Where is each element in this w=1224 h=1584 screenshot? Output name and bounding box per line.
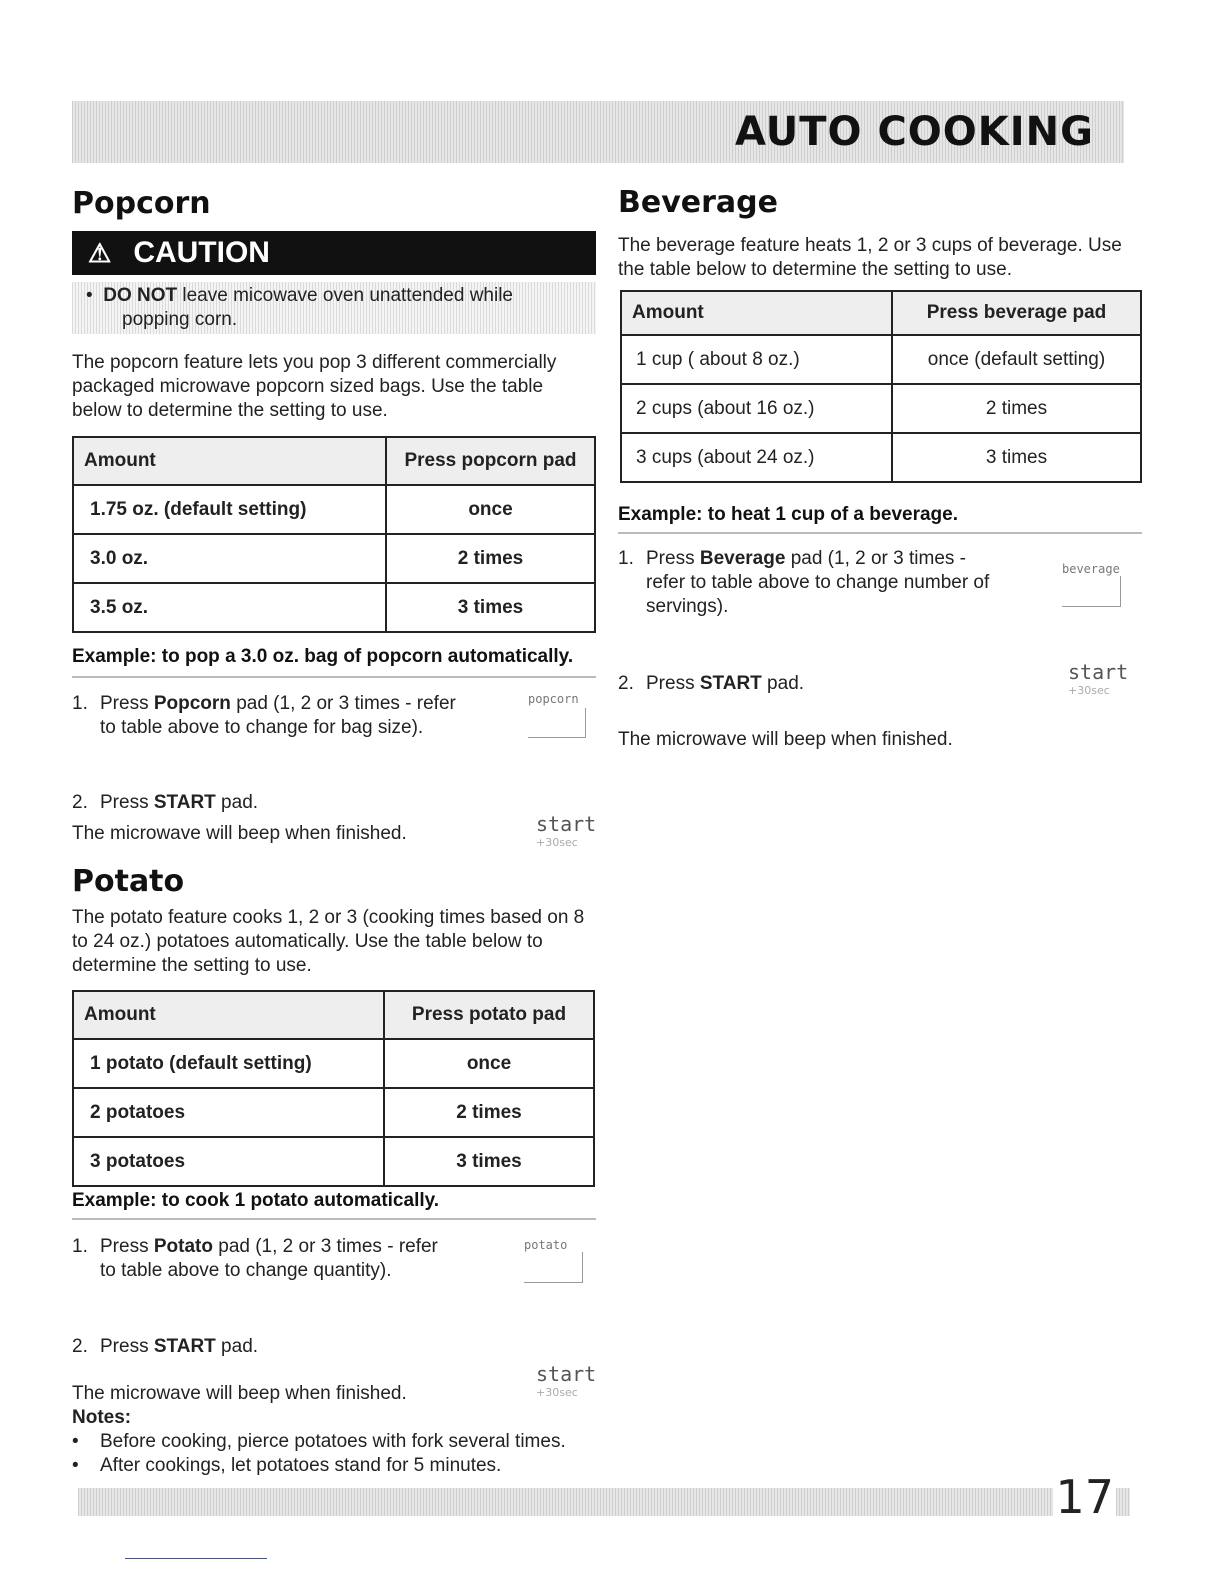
beverage-example-title: Example: to heat 1 cup of a beverage. [618,504,958,525]
potato-intro: The potato feature cooks 1, 2 or 3 (cooking times based on 8 to 24 oz.) potatoes automatically. Use the table below to determine the setting to use. [72,907,585,976]
caution-note: • DO NOT leave micowave oven unattended while popping corn. [72,282,596,334]
popcorn-finish: The microwave will beep when finished. [72,823,407,844]
page-number: 17 [1055,1470,1114,1524]
table-cell-amount: 1 potato (default setting) [73,1039,384,1088]
step-key: START [153,792,216,813]
table-cell-amount: 2 cups (about 16 oz.) [621,384,892,433]
step-number: 1. [618,548,634,569]
beverage-heading: Beverage [618,185,778,220]
popcorn-table [72,436,596,633]
warning-icon: ⚠ [88,237,112,268]
table-cell-amount: 3 cups (about 24 oz.) [621,433,892,482]
bottom-line [125,1558,267,1559]
table-cell-amount: 1.75 oz. (default setting) [73,485,386,534]
note-item: • After cookings, let potatoes stand for 5 minutes. [72,1455,502,1476]
beverage-intro: The beverage feature heats 1, 2 or 3 cups of beverage. Use the table below to determine the setting to use. [618,235,1122,280]
step-key: Potato [153,1236,213,1257]
potato-pad-icon [524,1252,583,1283]
table-cell-amount: 1 cup ( about 8 oz.) [621,335,892,384]
popcorn-pad-label: popcorn [528,692,579,706]
step-number: 2. [618,673,634,694]
step-number: 1. [72,693,88,714]
step-key: START [153,1336,216,1357]
step-number: 2. [72,1336,88,1357]
table-cell-press: once (default setting) [892,335,1141,384]
potato-example-title: Example: to cook 1 potato automatically. [72,1190,440,1211]
potato-table-header-amount: Amount [73,991,384,1039]
table-cell-press: 3 times [384,1137,594,1186]
divider [618,532,1142,534]
table-cell-press: 2 times [386,534,595,583]
popcorn-pad-icon [528,708,586,738]
step-number: 2. [72,792,88,813]
note-item: • Before cooking, pierce potatoes with fork several times. [72,1431,566,1452]
table-cell-press: 3 times [386,583,595,632]
table-cell-amount: 3.0 oz. [73,534,386,583]
table-cell-amount: 3 potatoes [73,1137,384,1186]
potato-pad-label: potato [524,1238,568,1252]
step-key: Popcorn [153,693,231,714]
start-pad-icon: start [536,812,597,836]
divider [72,676,596,678]
beverage-finish: The microwave will beep when finished. [618,729,953,750]
popcorn-step-2: 2. Press START pad. [72,792,259,813]
potato-step-1: 1. Press Potato pad (1, 2 or 3 times - refer to table above to change quantity). [72,1236,438,1281]
beverage-table-header-amount: Amount [621,291,892,335]
caution-banner [72,231,596,275]
beverage-pad-label: beverage [1062,562,1120,576]
start-pad-sub: +30sec [536,836,578,849]
table-cell-amount: 2 potatoes [73,1088,384,1137]
start-pad-icon: start [1068,660,1129,684]
potato-finish: The microwave will beep when finished. [72,1383,407,1404]
beverage-step-2: 2. Press START pad. [618,673,805,694]
start-pad-icon: start [536,1362,597,1386]
popcorn-example-title: Example: to pop a 3.0 oz. bag of popcorn automatically. [72,646,574,667]
caution-line1: leave micowave oven unattended while [177,285,513,306]
caution-strong: DO NOT [103,285,178,306]
popcorn-table-header-amount: Amount [73,437,386,485]
table-cell-press: 3 times [892,433,1141,482]
section-title: AUTO COOKING [735,109,1094,155]
step-number: 1. [72,1236,88,1257]
caution-label: CAUTION [133,236,270,269]
start-pad-sub: +30sec [1068,684,1110,697]
step-key: START [699,673,762,694]
potato-table [72,990,595,1187]
potato-table-header-press: Press potato pad [384,991,594,1039]
potato-heading: Potato [72,864,185,899]
footer-band [78,1488,1130,1516]
step-key: Beverage [699,548,786,569]
caution-line2: popping corn. [122,309,238,330]
beverage-pad-icon [1062,576,1121,607]
start-pad-sub: +30sec [536,1386,578,1399]
table-cell-press: once [384,1039,594,1088]
notes-title: Notes: [72,1407,132,1428]
beverage-table-header-press: Press beverage pad [892,291,1141,335]
popcorn-table-header-press: Press popcorn pad [386,437,595,485]
divider [72,1218,596,1220]
beverage-table [620,290,1142,483]
potato-step-2: 2. Press START pad. [72,1336,259,1357]
table-cell-press: 2 times [892,384,1141,433]
table-cell-press: once [386,485,595,534]
popcorn-heading: Popcorn [72,186,211,221]
table-cell-amount: 3.5 oz. [73,583,386,632]
popcorn-intro: The popcorn feature lets you pop 3 different commercially packaged microwave popcorn sized bags. Use the table below to determine the setting to use. [72,352,557,421]
popcorn-step-1: 1. Press Popcorn pad (1, 2 or 3 times - refer to table above to change for bag size). [72,693,456,738]
section-header-band [72,101,1124,163]
beverage-step-1: 1. Press Beverage pad (1, 2 or 3 times - refer to table above to change number of servings). [618,548,990,617]
table-cell-press: 2 times [384,1088,594,1137]
